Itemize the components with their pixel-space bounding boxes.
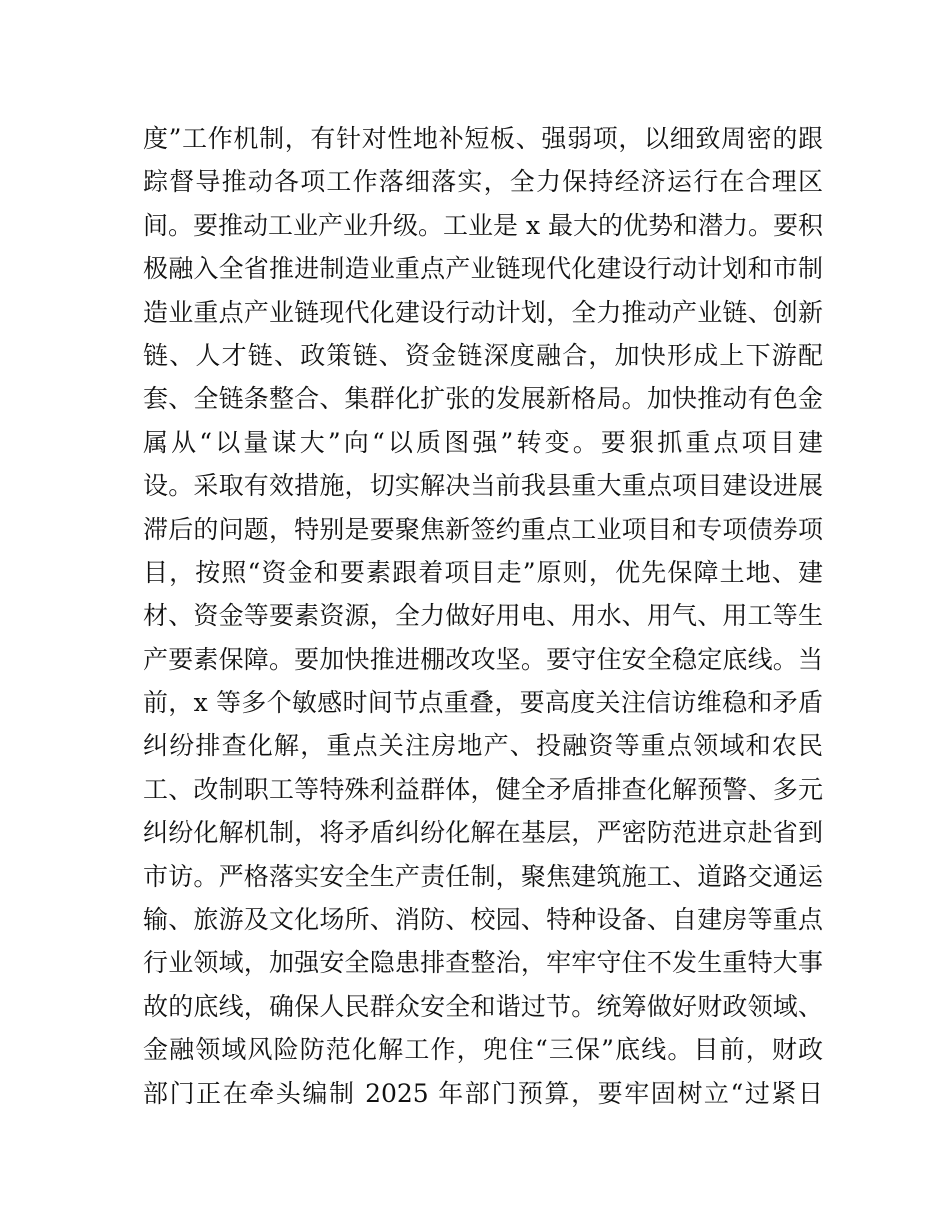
text-line: 滞后的问题，特别是要聚焦新签约重点工业项目和专项债券项 (143, 514, 823, 544)
text-line: 设。采取有效措施，切实解决当前我县重大重点项目建设进展 (143, 471, 823, 501)
text-line: 故的底线，确保人民群众安全和谐过节。统筹做好财政领域、 (143, 991, 823, 1021)
text-line: 度”工作机制，有针对性地补短板、强弱项，以细致周密的跟 (143, 124, 823, 153)
text-line: 目，按照“资金和要素跟着项目走”原则，优先保障土地、建 (143, 557, 823, 587)
text-line: 纠纷排查化解，重点关注房地产、投融资等重点领域和农民 (143, 731, 823, 761)
text-line: 属从“以量谋大”向“以质图强”转变。要狠抓重点项目建 (143, 427, 823, 457)
text-line: 纠纷化解机制，将矛盾纠纷化解在基层，严密防范进京赴省到 (143, 818, 823, 848)
text-line: 材、资金等要素资源，全力做好用电、用水、用气、用工等生 (143, 601, 823, 631)
text-line: 输、旅游及文化场所、消防、校园、特种设备、自建房等重点 (143, 905, 823, 935)
text-line: 套、全链条整合、集群化扩张的发展新格局。加快推动有色金 (143, 384, 823, 414)
text-line: 间。要推动工业产业升级。工业是 x 最大的优势和潜力。要积 (143, 210, 823, 240)
text-line: 市访。严格落实安全生产责任制，聚焦建筑施工、道路交通运 (143, 861, 823, 891)
text-line: 部门正在牵头编制 2025 年部门预算，要牢固树立“过紧日 (143, 1078, 823, 1108)
text-line: 行业领域，加强安全隐患排查整治，牢牢守住不发生重特大事 (143, 948, 823, 978)
body-paragraph (143, 117, 823, 1115)
text-line: 造业重点产业链现代化建设行动计划，全力推动产业链、创新 (143, 297, 823, 327)
text-line: 极融入全省推进制造业重点产业链现代化建设行动计划和市制 (143, 254, 823, 284)
text-line: 工、改制职工等特殊利益群体，健全矛盾排查化解预警、多元 (143, 774, 823, 804)
text-line: 踪督导推动各项工作落细落实，全力保持经济运行在合理区 (143, 167, 823, 197)
text-line: 产要素保障。要加快推进棚改攻坚。要守住安全稳定底线。当 (143, 644, 823, 674)
text-line: 前，x 等多个敏感时间节点重叠，要高度关注信访维稳和矛盾 (143, 688, 823, 718)
text-line: 金融领域风险防范化解工作，兜住“三保”底线。目前，财政 (143, 1035, 823, 1065)
text-line: 链、人才链、政策链、资金链深度融合，加快形成上下游配 (143, 340, 823, 370)
